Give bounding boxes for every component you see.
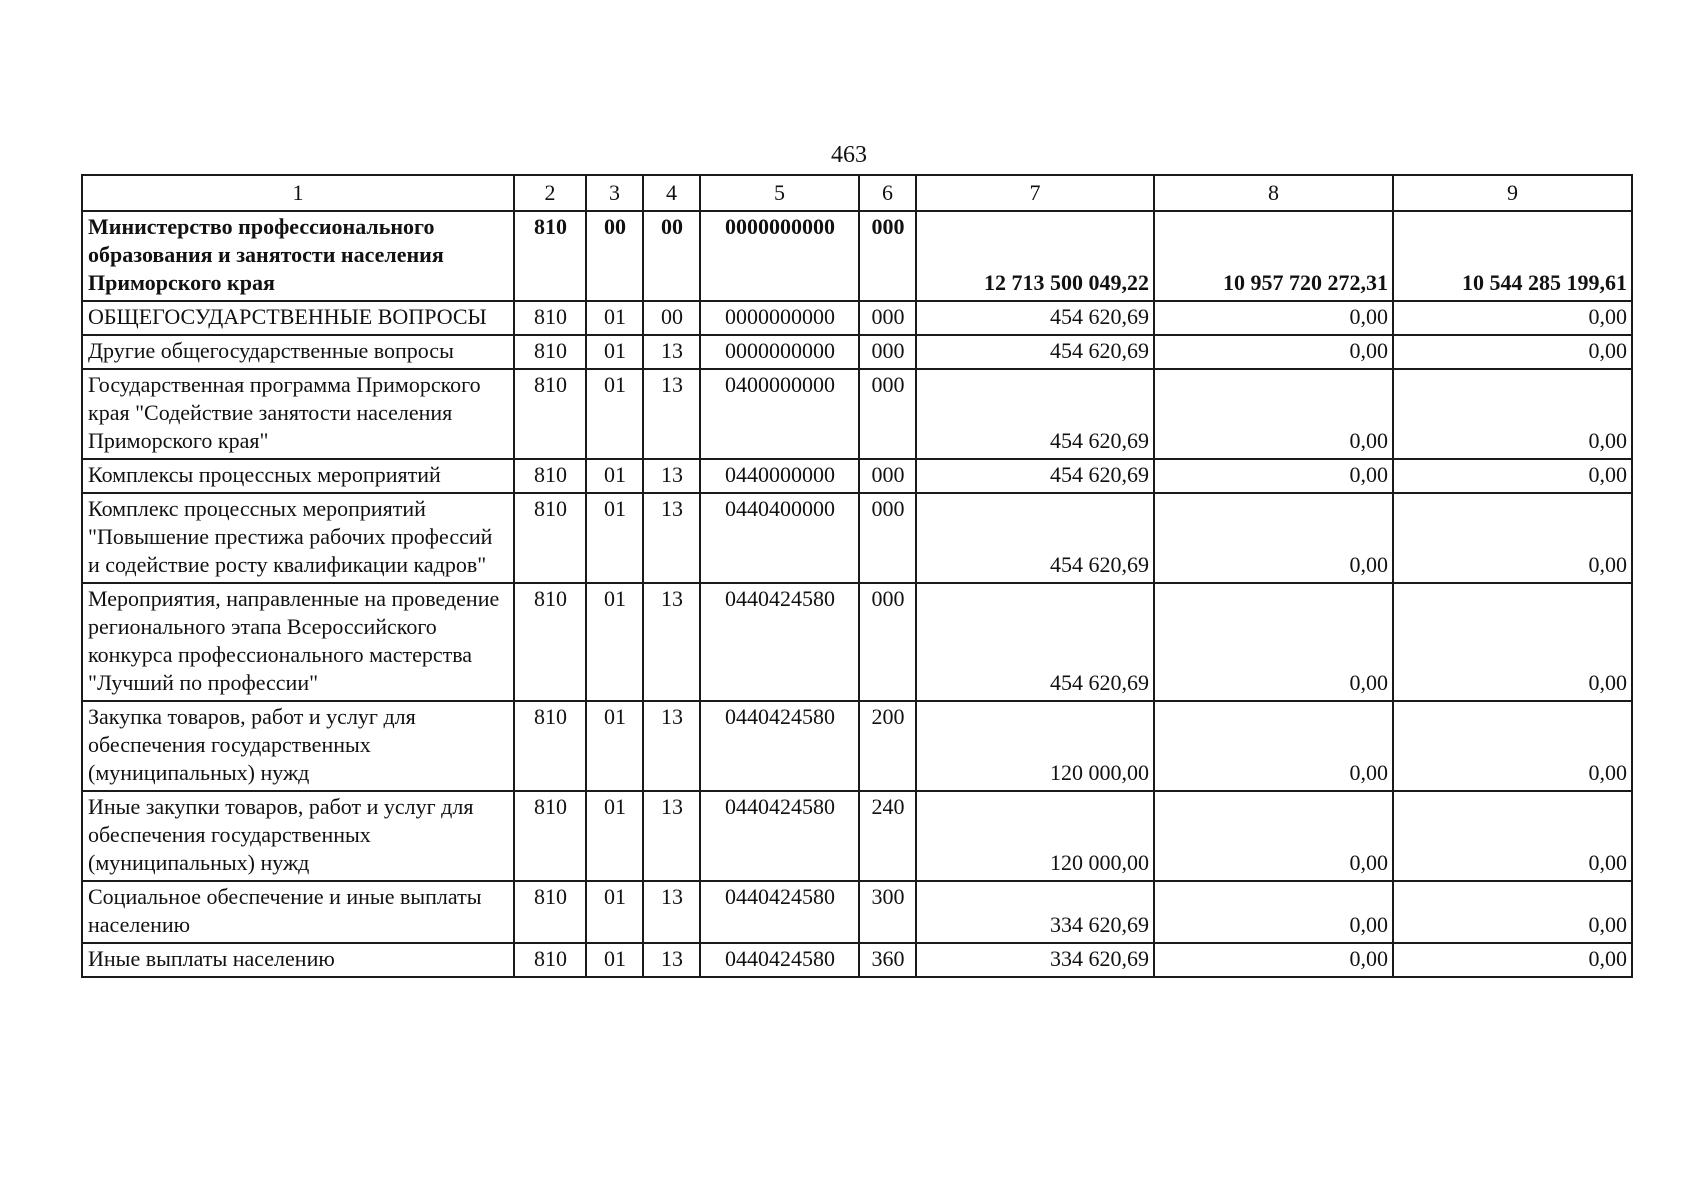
amount-col9-cell: 0,00	[1393, 943, 1632, 977]
table-row	[82, 583, 1632, 701]
amount-col8-cell: 0,00	[1154, 881, 1393, 943]
row-name-cell: ОБЩЕГОСУДАРСТВЕННЫЕ ВОПРОСЫ	[82, 301, 514, 335]
ministry-code-cell: 810	[514, 459, 586, 493]
row-name-cell: Закупка товаров, работ и услуг для обеспечения государственных (муниципальных) нужд	[82, 701, 514, 791]
expense-type-cell: 000	[859, 301, 916, 335]
row-name-cell: Другие общегосударственные вопросы	[82, 335, 514, 369]
target-article-cell: 0440424580	[700, 943, 859, 977]
section-code-cell: 00	[586, 211, 643, 301]
row-name-cell: Социальное обеспечение и иные выплаты населению	[82, 881, 514, 943]
expense-type-cell: 200	[859, 701, 916, 791]
amount-col7-cell: 454 620,69	[916, 493, 1154, 583]
column-header: 6	[859, 175, 916, 211]
page-number: 463	[831, 142, 867, 168]
subsection-code-cell: 00	[643, 211, 700, 301]
target-article-cell: 0000000000	[700, 301, 859, 335]
amount-col8-cell: 0,00	[1154, 335, 1393, 369]
section-code-cell: 01	[586, 583, 643, 701]
subsection-code-cell: 13	[643, 701, 700, 791]
column-header: 1	[82, 175, 514, 211]
expense-type-cell: 360	[859, 943, 916, 977]
table-row	[82, 493, 1632, 583]
section-code-cell: 01	[586, 881, 643, 943]
expense-type-cell: 000	[859, 335, 916, 369]
target-article-cell: 0000000000	[700, 335, 859, 369]
column-number-row	[82, 175, 1632, 211]
amount-col9-cell: 0,00	[1393, 459, 1632, 493]
table-row	[82, 369, 1632, 459]
amount-col9-cell: 0,00	[1393, 701, 1632, 791]
table-row	[82, 701, 1632, 791]
column-header: 5	[700, 175, 859, 211]
amount-col8-cell: 0,00	[1154, 493, 1393, 583]
amount-col9-cell: 0,00	[1393, 583, 1632, 701]
ministry-code-cell: 810	[514, 335, 586, 369]
row-name-cell: Мероприятия, направленные на проведение регионального этапа Всероссийского конкурса профессионального мастерства "Лучший по профессии"	[82, 583, 514, 701]
subsection-code-cell: 13	[643, 881, 700, 943]
amount-col8-cell: 0,00	[1154, 369, 1393, 459]
target-article-cell: 0440424580	[700, 701, 859, 791]
row-name-cell: Государственная программа Приморского края "Содействие занятости населения Приморского края"	[82, 369, 514, 459]
ministry-code-cell: 810	[514, 211, 586, 301]
table-row	[82, 791, 1632, 881]
amount-col8-cell: 10 957 720 272,31	[1154, 211, 1393, 301]
section-code-cell: 01	[586, 493, 643, 583]
subsection-code-cell: 13	[643, 369, 700, 459]
amount-col7-cell: 454 620,69	[916, 301, 1154, 335]
table-row	[82, 335, 1632, 369]
section-code-cell: 01	[586, 701, 643, 791]
amount-col9-cell: 0,00	[1393, 369, 1632, 459]
subsection-code-cell: 13	[643, 583, 700, 701]
amount-col9-cell: 0,00	[1393, 881, 1632, 943]
section-code-cell: 01	[586, 301, 643, 335]
column-header: 3	[586, 175, 643, 211]
row-name-cell: Иные выплаты населению	[82, 943, 514, 977]
amount-col9-cell: 10 544 285 199,61	[1393, 211, 1632, 301]
target-article-cell: 0000000000	[700, 211, 859, 301]
ministry-code-cell: 810	[514, 791, 586, 881]
ministry-code-cell: 810	[514, 943, 586, 977]
amount-col7-cell: 12 713 500 049,22	[916, 211, 1154, 301]
subsection-code-cell: 13	[643, 943, 700, 977]
target-article-cell: 0440000000	[700, 459, 859, 493]
expense-type-cell: 000	[859, 369, 916, 459]
expense-type-cell: 240	[859, 791, 916, 881]
column-header: 7	[916, 175, 1154, 211]
ministry-code-cell: 810	[514, 583, 586, 701]
ministry-code-cell: 810	[514, 881, 586, 943]
table-row	[82, 211, 1632, 301]
column-header: 9	[1393, 175, 1632, 211]
amount-col8-cell: 0,00	[1154, 459, 1393, 493]
section-code-cell: 01	[586, 943, 643, 977]
subsection-code-cell: 00	[643, 301, 700, 335]
row-name-cell: Комплексы процессных мероприятий	[82, 459, 514, 493]
expense-type-cell: 000	[859, 459, 916, 493]
row-name-cell: Иные закупки товаров, работ и услуг для обеспечения государственных (муниципальных) нужд	[82, 791, 514, 881]
expense-type-cell: 300	[859, 881, 916, 943]
column-header: 2	[514, 175, 586, 211]
ministry-code-cell: 810	[514, 701, 586, 791]
target-article-cell: 0440424580	[700, 881, 859, 943]
section-code-cell: 01	[586, 459, 643, 493]
amount-col8-cell: 0,00	[1154, 701, 1393, 791]
subsection-code-cell: 13	[643, 335, 700, 369]
amount-col8-cell: 0,00	[1154, 943, 1393, 977]
ministry-code-cell: 810	[514, 301, 586, 335]
expense-type-cell: 000	[859, 583, 916, 701]
amount-col7-cell: 334 620,69	[916, 943, 1154, 977]
section-code-cell: 01	[586, 335, 643, 369]
row-name-cell: Министерство профессионального образования и занятости населения Приморского края	[82, 211, 514, 301]
amount-col8-cell: 0,00	[1154, 583, 1393, 701]
amount-col8-cell: 0,00	[1154, 791, 1393, 881]
row-name-cell: Комплекс процессных мероприятий "Повышение престижа рабочих профессий и содействие росту квалификации кадров"	[82, 493, 514, 583]
section-code-cell: 01	[586, 791, 643, 881]
table-row	[82, 459, 1632, 493]
amount-col7-cell: 120 000,00	[916, 791, 1154, 881]
amount-col9-cell: 0,00	[1393, 493, 1632, 583]
amount-col9-cell: 0,00	[1393, 791, 1632, 881]
ministry-code-cell: 810	[514, 493, 586, 583]
table-row	[82, 881, 1632, 943]
budget-table	[81, 174, 1633, 978]
amount-col7-cell: 334 620,69	[916, 881, 1154, 943]
amount-col9-cell: 0,00	[1393, 335, 1632, 369]
table-row	[82, 301, 1632, 335]
table-row	[82, 943, 1632, 977]
column-header: 4	[643, 175, 700, 211]
target-article-cell: 0400000000	[700, 369, 859, 459]
amount-col9-cell: 0,00	[1393, 301, 1632, 335]
expense-type-cell: 000	[859, 211, 916, 301]
target-article-cell: 0440424580	[700, 583, 859, 701]
section-code-cell: 01	[586, 369, 643, 459]
column-header: 8	[1154, 175, 1393, 211]
target-article-cell: 0440400000	[700, 493, 859, 583]
amount-col7-cell: 120 000,00	[916, 701, 1154, 791]
subsection-code-cell: 13	[643, 493, 700, 583]
subsection-code-cell: 13	[643, 459, 700, 493]
expense-type-cell: 000	[859, 493, 916, 583]
amount-col7-cell: 454 620,69	[916, 369, 1154, 459]
ministry-code-cell: 810	[514, 369, 586, 459]
target-article-cell: 0440424580	[700, 791, 859, 881]
amount-col7-cell: 454 620,69	[916, 583, 1154, 701]
amount-col8-cell: 0,00	[1154, 301, 1393, 335]
subsection-code-cell: 13	[643, 791, 700, 881]
amount-col7-cell: 454 620,69	[916, 335, 1154, 369]
amount-col7-cell: 454 620,69	[916, 459, 1154, 493]
